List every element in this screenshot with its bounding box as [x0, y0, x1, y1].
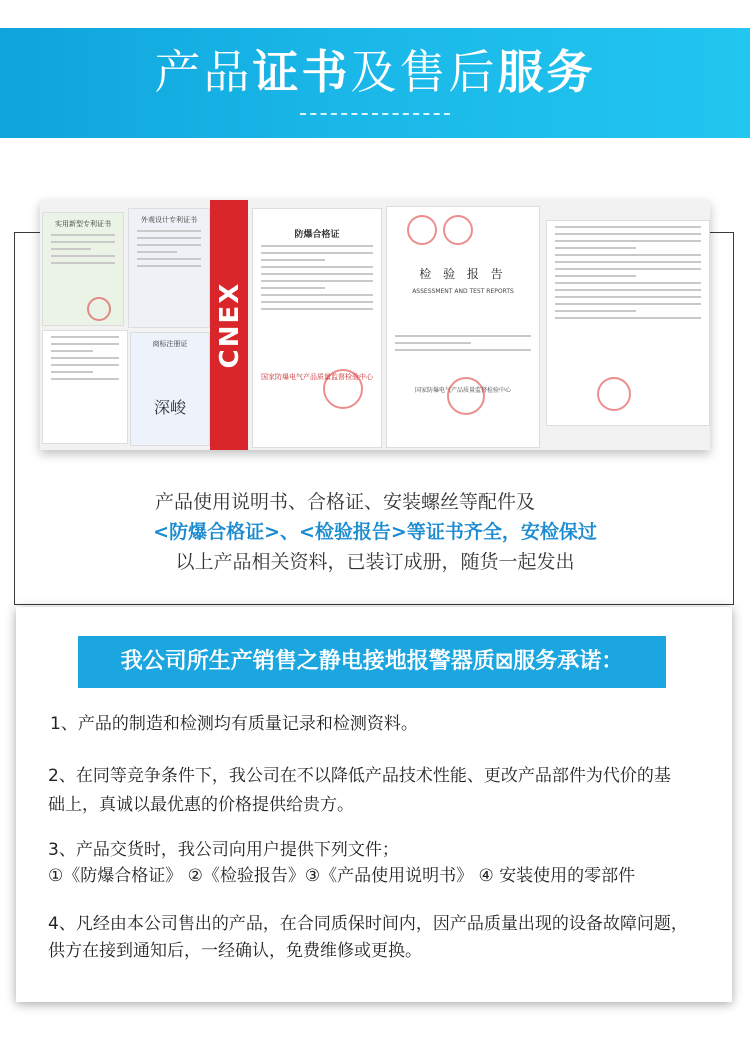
red-seal-icon [597, 377, 631, 411]
certificate-collage [40, 200, 710, 450]
patent-certificate-1 [42, 212, 124, 326]
info-line-3: 以上产品相关资料，已装订成册，随货一起发出 [175, 551, 575, 573]
trademark-certificate [130, 332, 210, 446]
info-line-1: 产品使用说明书、合格证、安装螺丝等配件及 [154, 491, 535, 513]
cnex-logo: CNEX [215, 281, 245, 369]
test-report-title: 检 验 报 告 [419, 267, 507, 281]
title-part-2: 证书 [252, 45, 351, 99]
trademark-name: 深峻 [153, 398, 186, 417]
trademark-title: 商标注册证 [152, 340, 188, 348]
cnex-logo-band [210, 200, 248, 450]
test-report-cover [386, 206, 540, 448]
title-part-1: 产品 [154, 45, 253, 99]
test-report-subtitle: ASSESSMENT AND TEST REPORTS [412, 288, 514, 295]
promise-item-2-line-1: 2、在同等竞争条件下，我公司在不以降低产品技术性能、更改产品部件为代价的基 [48, 766, 671, 786]
red-seal-icon [323, 369, 363, 409]
red-seal-icon [87, 297, 111, 321]
title-part-4: 服务 [497, 45, 596, 99]
promise-item-3-line-2: ①《防爆合格证》 ②《检验报告》③《产品使用说明书》 ④ 安装使用的零部件 [48, 866, 636, 886]
explosion-proof-org: 国家防爆电气产品质量监督检验中心 [261, 373, 373, 381]
promise-item-3-line-1: 3、产品交货时，我公司向用户提供下列文件； [48, 840, 399, 860]
test-report-org: 国家防爆电气产品质量监督检验中心 [414, 387, 511, 394]
explosion-proof-certificate [252, 208, 382, 448]
red-seal-icon [447, 377, 485, 415]
promise-item-4-line-1: 4、凡经由本公司售出的产品，在合同质保时间内，因产品质量出现的设备故障问题， [48, 914, 688, 934]
test-report-table [546, 220, 710, 426]
explosion-proof-title: 防爆合格证 [294, 230, 340, 240]
title-underline [300, 113, 450, 115]
promise-item-1: 1、产品的制造和检测均有质量记录和检测资料。 [50, 714, 418, 734]
certificate-page-3 [42, 330, 128, 444]
service-promise-heading: 我公司所生产销售之静电接地报警器质⊠服务承诺： [78, 636, 666, 688]
patent-certificate-2-title: 外观设计专利证书 [141, 216, 197, 224]
patent-certificate-1-title: 实用新型专利证书 [55, 220, 111, 228]
promise-item-2-line-2: 础上，真诚以最优惠的价格提供给贵方。 [48, 795, 354, 815]
title-part-3: 及售后 [350, 45, 498, 99]
cal-seal-icon [443, 215, 473, 245]
info-line-2: <防爆合格证>、<检验报告>等证书齐全，安检保过 [153, 521, 597, 543]
patent-certificate-2 [128, 208, 210, 328]
ma-seal-icon [407, 215, 437, 245]
page-title [0, 46, 750, 98]
promise-item-4-line-2: 供方在接到通知后，一经确认，免费维修或更换。 [48, 941, 422, 961]
